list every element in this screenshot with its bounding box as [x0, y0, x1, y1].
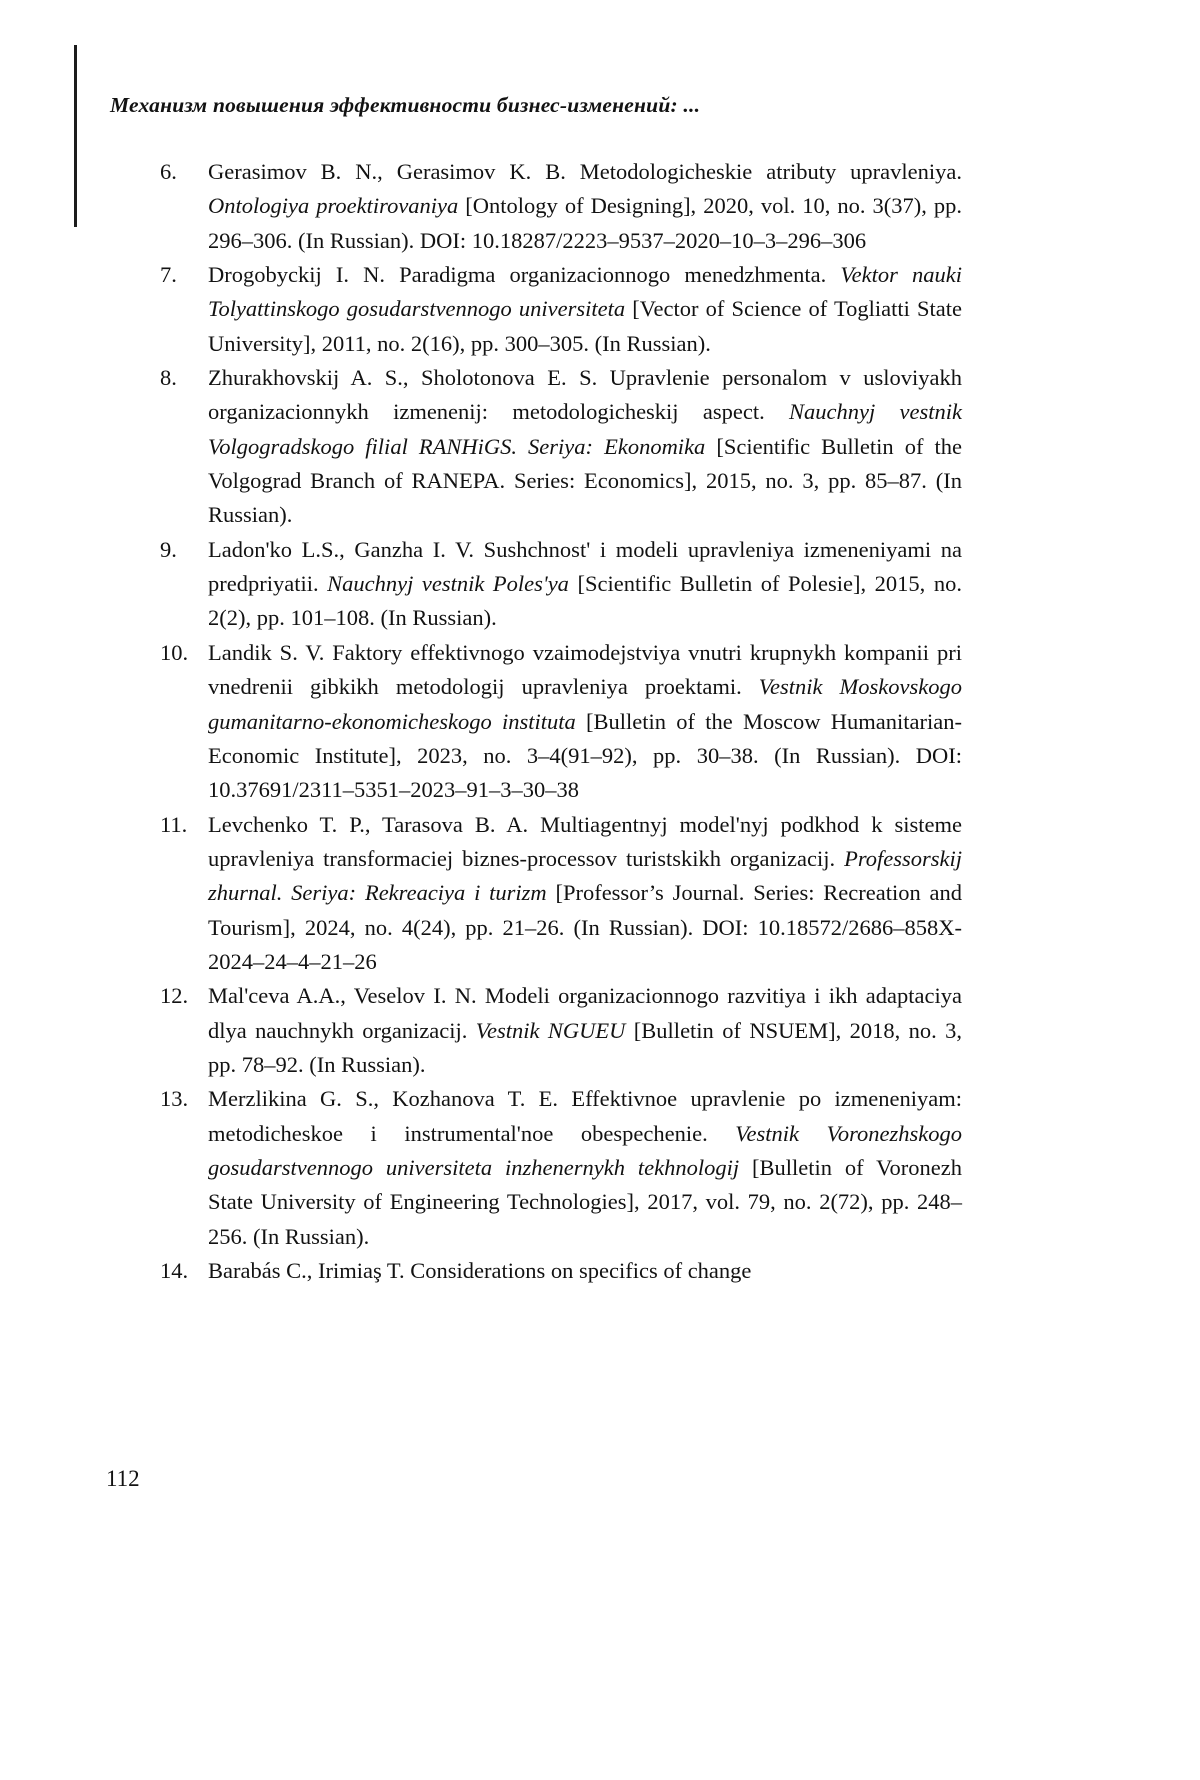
reference-number: 14. [160, 1258, 189, 1283]
left-margin-rule [74, 45, 77, 227]
reference-number: 9. [160, 536, 177, 562]
reference-item [160, 533, 962, 636]
references-list [160, 155, 963, 1288]
reference-item [160, 361, 962, 533]
page-number: 112 [106, 1466, 140, 1491]
reference-text: Barabás C., Irimiaş T. Considerations on specifics of change [208, 1258, 752, 1283]
reference-item [160, 1254, 962, 1288]
reference-item [160, 636, 963, 808]
reference-number: 8. [160, 365, 177, 391]
reference-text: Zhurakhovskij A. S., Sholotonova E. S. Upravlenie personalom v usloviyakh organizacionnykh izmenenij: metodologicheskij aspect. Nauchnyj vestnik Volgogradskogo filial RANHiGS. Seriya: Ekonomika [Scientific Bulletin of the Volgograd Branch of RANEPA. Series: Economics], 2015, no. 3, pp. 85–87. (In Russian). [208, 365, 962, 528]
reference-number: 7. [160, 262, 177, 288]
reference-text: Gerasimov B. N., Gerasimov K. B. Metodologicheskie atributy upravleniya. Ontologiya proektirovaniya [Ontology of Designing], 2020, vol. 10, no. 3(37), pp. 296–306. (In Russian). DOI: 10.18287/2223–9537–2020–10–3–296–306 [208, 159, 962, 253]
reference-number: 10. [160, 639, 189, 665]
reference-number: 12. [160, 983, 189, 1009]
reference-item [160, 1082, 962, 1254]
reference-item [160, 155, 962, 258]
reference-text: Mal'ceva A.A., Veselov I. N. Modeli organizacionnogo razvitiya i ikh adaptaciya dlya nauchnykh organizacij. Vestnik NGUEU [Bulletin of NSUEM], 2018, no. 3, pp. 78–92. (In Russian). [208, 983, 962, 1077]
reference-number: 6. [160, 159, 177, 184]
reference-text: Merzlikina G. S., Kozhanova T. E. Effektivnoe upravlenie po izmeneniyam: metodicheskoe i instrumental'noe obespechenie. Vestnik Voronezhskogo gosudarstvennogo universiteta inzhenernykh tekhnologij [Bulletin of Voronezh State University of Engineering Technologies], 2017, vol. 79, no. 2(72), pp. 248–256. (In Russian). [208, 1086, 962, 1249]
reference-text: Landik S. V. Faktory effektivnogo vzaimodejstviya vnutri krupnykh kompanii pri vnedrenii gibkikh metodologij upravleniya proektami. Vestnik Moskovskogo gumanitarno-ekonomicheskogo instituta [Bulletin of the Moscow Humanitarian-Economic Institute], 2023, no. 3–4(91–92), pp. 30–38. (In Russian). DOI: 10.37691/2311–5351–2023–91–3–30–38 [208, 639, 963, 803]
reference-number: 13. [160, 1086, 189, 1112]
reference-text: Ladon'ko L.S., Ganzha I. V. Sushchnost' i modeli upravleniya izmeneniyami na predpriyatii. Nauchnyj vestnik Poles'ya [Scientific Bulletin of Polesie], 2015, no. 2(2), pp. 101–108. (In Russian). [208, 536, 962, 631]
reference-number: 11. [160, 811, 188, 837]
reference-item [160, 979, 962, 1082]
reference-item [160, 808, 962, 980]
reference-text: Drogobyckij I. N. Paradigma organizacionnogo menedzhmenta. Vektor nauki Tolyattinskogo gosudarstvennogo universiteta [Vector of Science of Togliatti State University], 2011, no. 2(16), pp. 300–305. (In Russian). [208, 262, 962, 356]
reference-text: Levchenko T. P., Tarasova B. A. Multiagentnyj model'nyj podkhod k sisteme upravleniya transformaciej biznes-processov turistskikh organizacij. Professorskij zhurnal. Seriya: Rekreaciya i turizm [Professor’s Journal. Series: Recreation and Tourism], 2024, no. 4(24), pp. 21–26. (In Russian). DOI: 10.18572/2686–858X-2024–24–4–21–26 [208, 811, 962, 974]
reference-item [160, 258, 962, 361]
running-header: Механизм повышения эффективности бизнес-изменений: ... [110, 93, 701, 117]
